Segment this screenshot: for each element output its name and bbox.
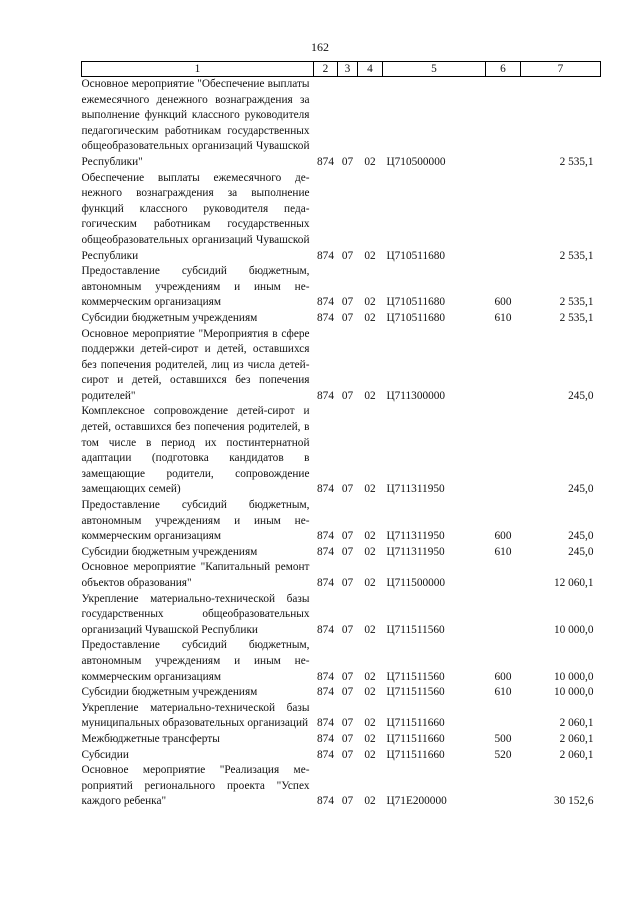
row-name: Межбюджетные трансферты <box>81 732 220 745</box>
table-row <box>82 560 601 591</box>
row-subsection: 02 <box>364 483 376 496</box>
row-chapter: 874 <box>317 155 334 168</box>
row-expense-type <box>486 763 521 810</box>
row-section: 07 <box>341 577 354 589</box>
row-amount: 10 000,0 <box>553 670 594 683</box>
row-chapter: 874 <box>317 670 334 683</box>
table-row <box>82 748 601 764</box>
page-number: 162 <box>311 40 329 54</box>
row-name: Субсидии бюджетным учреждениям <box>81 686 258 699</box>
row-amount: 2 535,1 <box>559 249 594 262</box>
row-chapter: 874 <box>317 249 334 262</box>
table-row <box>82 763 601 810</box>
row-name: Субсидии бюджетным учреждениям <box>81 311 258 324</box>
row-chapter: 874 <box>317 389 334 402</box>
row-target-article: Ц710511680 <box>386 249 446 262</box>
row-section: 07 <box>341 748 354 761</box>
row-name: Основное мероприятие "Реализация мероприятий регионального проекта "Успех каждого ребенка" <box>81 764 310 808</box>
row-amount: 12 060,1 <box>553 577 594 589</box>
row-name: Укрепление материально-технической базы государственных общеобразовательных организаций Чувашской Республики <box>81 592 310 636</box>
row-chapter: 874 <box>317 686 334 699</box>
row-target-article: Ц711511660 <box>386 717 445 730</box>
row-chapter: 874 <box>317 311 334 324</box>
table-row <box>82 685 601 701</box>
row-amount: 10 000,0 <box>553 686 594 699</box>
row-amount: 245,0 <box>568 545 594 558</box>
row-target-article: Ц711311950 <box>386 483 445 496</box>
row-target-article: Ц711511660 <box>386 748 445 761</box>
row-target-article: Ц710511680 <box>386 296 446 309</box>
row-chapter: 874 <box>317 483 334 496</box>
row-expense-type: 600 <box>494 296 512 309</box>
row-amount: 30 152,6 <box>553 795 594 808</box>
row-section: 07 <box>341 249 354 262</box>
row-amount: 2 535,1 <box>559 296 594 309</box>
row-expense-type <box>486 171 521 265</box>
header-col-3: 3 <box>338 62 358 77</box>
row-name: Основное мероприятие "Мероприятия в сфере поддержки детей-сирот и детей, оставшихся без попечения родителей, лиц из числа детей-сирот и детей, оставшихся без попечения родителей" <box>81 327 310 402</box>
row-chapter: 874 <box>317 577 334 589</box>
row-subsection: 02 <box>364 670 376 683</box>
row-name: Предоставление субсидий бюджетным, автономным учреждениям и иным некоммерческим организациям <box>81 499 310 543</box>
table-body <box>82 77 601 810</box>
row-expense-type: 610 <box>494 311 512 324</box>
row-subsection: 02 <box>364 545 376 558</box>
table-row <box>82 592 601 639</box>
table-row <box>82 171 601 265</box>
row-subsection: 02 <box>364 732 376 745</box>
row-section: 07 <box>341 732 354 745</box>
row-section: 07 <box>341 389 354 402</box>
row-amount: 245,0 <box>568 483 594 496</box>
row-subsection: 02 <box>364 296 376 309</box>
table-row <box>82 264 601 311</box>
header-col-4: 4 <box>358 62 383 77</box>
row-expense-type <box>486 327 521 405</box>
row-target-article: Ц711311950 <box>386 545 445 558</box>
header-col-6: 6 <box>486 62 521 77</box>
row-subsection: 02 <box>364 717 376 730</box>
row-target-article: Ц711511560 <box>386 623 445 636</box>
row-section: 07 <box>341 717 354 730</box>
budget-table <box>81 61 601 810</box>
row-subsection: 02 <box>364 389 376 402</box>
header-col-7: 7 <box>521 62 601 77</box>
table-row <box>82 732 601 748</box>
row-amount: 2 060,1 <box>559 748 594 761</box>
row-chapter: 874 <box>317 795 334 808</box>
table-row <box>82 77 601 171</box>
row-section: 07 <box>341 296 354 309</box>
row-name: Обеспечение выплаты ежемесячного денежного вознаграждения за выполнение функций классного руководителя педагогическим работникам государственных общеобразовательных организаций Чувашской Республики <box>81 171 310 262</box>
row-section: 07 <box>341 311 354 324</box>
row-name: Укрепление материально-технической базы муниципальных образовательных организаций <box>81 701 310 730</box>
row-amount: 245,0 <box>568 530 594 543</box>
row-name: Основное мероприятие "Обеспечение выплаты ежемесячного денежного вознаграждения за выполнение функций классного руководителя педагогическим работникам государственных общеобразовательных организаций Чувашской Республики" <box>81 78 310 168</box>
row-name: Субсидии <box>81 748 129 761</box>
row-name: Предоставление субсидий бюджетным, автономным учреждениям и иным некоммерческим организациям <box>81 639 310 683</box>
row-target-article: Ц71Е200000 <box>386 795 447 808</box>
row-section: 07 <box>341 155 354 168</box>
row-name: Субсидии бюджетным учреждениям <box>81 545 258 558</box>
row-subsection: 02 <box>364 530 376 543</box>
row-section: 07 <box>341 686 354 699</box>
row-expense-type: 600 <box>494 530 512 543</box>
table-row <box>82 327 601 405</box>
table-row <box>82 311 601 327</box>
row-name: Комплексное сопровождение детей-сирот и детей, оставшихся без попечения родителей, в том числе в период их постинтернатной адаптации (подготовка кандидатов в замещающие родители, сопровождение замещающих семей) <box>81 405 310 496</box>
row-chapter: 874 <box>317 748 334 761</box>
row-target-article: Ц711500000 <box>386 577 446 589</box>
row-name: Основное мероприятие "Капитальный ремонт объектов образования" <box>81 561 310 589</box>
row-section: 07 <box>341 545 354 558</box>
table-row <box>82 498 601 545</box>
row-expense-type: 500 <box>494 732 512 745</box>
row-amount: 2 535,1 <box>559 155 594 168</box>
header-col-2: 2 <box>314 62 338 77</box>
row-subsection: 02 <box>364 311 376 324</box>
row-section: 07 <box>341 483 354 496</box>
row-expense-type <box>486 701 521 732</box>
row-subsection: 02 <box>364 155 376 168</box>
row-chapter: 874 <box>317 717 334 730</box>
row-subsection: 02 <box>364 623 376 636</box>
row-amount: 2 060,1 <box>559 732 594 745</box>
row-expense-type: 610 <box>494 686 512 699</box>
row-expense-type: 610 <box>494 545 512 558</box>
row-amount: 2 060,1 <box>559 717 594 730</box>
row-expense-type <box>486 404 521 498</box>
row-chapter: 874 <box>317 530 334 543</box>
row-subsection: 02 <box>364 249 376 262</box>
table-row <box>82 545 601 561</box>
row-expense-type <box>486 592 521 639</box>
row-amount: 10 000,0 <box>553 623 594 636</box>
row-chapter: 874 <box>317 732 334 745</box>
row-expense-type: 520 <box>494 748 512 761</box>
table-row <box>82 638 601 685</box>
row-target-article: Ц711300000 <box>386 389 446 402</box>
row-subsection: 02 <box>364 748 376 761</box>
row-expense-type <box>486 560 521 591</box>
row-target-article: Ц711311950 <box>386 530 445 543</box>
row-section: 07 <box>341 530 354 543</box>
header-col-5: 5 <box>383 62 486 77</box>
row-subsection: 02 <box>364 686 376 699</box>
row-section: 07 <box>341 623 354 636</box>
header-row <box>82 62 601 77</box>
row-target-article: Ц711511560 <box>386 686 445 699</box>
row-name: Предоставление субсидий бюджетным, автономным учреждениям и иным некоммерческим организациям <box>81 265 310 309</box>
row-chapter: 874 <box>317 545 334 558</box>
row-chapter: 874 <box>317 623 334 636</box>
table-row <box>82 701 601 732</box>
header-col-1: 1 <box>82 62 314 77</box>
row-expense-type: 600 <box>494 670 512 683</box>
row-subsection: 02 <box>364 577 376 589</box>
table-row <box>82 404 601 498</box>
row-expense-type <box>486 77 521 171</box>
row-amount: 2 535,1 <box>559 311 594 324</box>
row-section: 07 <box>341 795 354 808</box>
row-target-article: Ц711511660 <box>386 732 445 745</box>
row-target-article: Ц710500000 <box>386 155 446 168</box>
row-section: 07 <box>341 670 354 683</box>
row-target-article: Ц710511680 <box>386 311 446 324</box>
row-subsection: 02 <box>364 795 376 808</box>
row-chapter: 874 <box>317 296 334 309</box>
row-target-article: Ц711511560 <box>386 670 445 683</box>
row-amount: 245,0 <box>568 389 594 402</box>
table-header <box>82 62 601 77</box>
